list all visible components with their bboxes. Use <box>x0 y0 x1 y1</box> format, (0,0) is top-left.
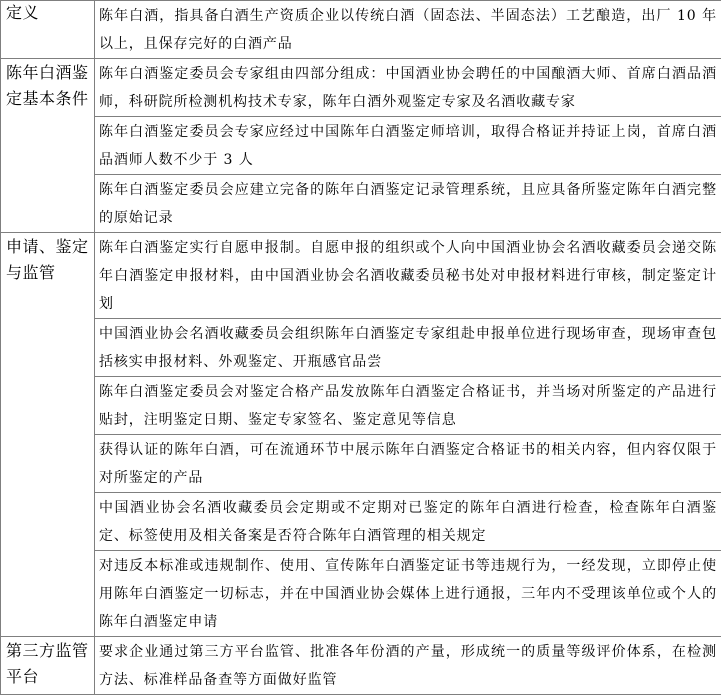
table-cell: 要求企业通过第三方平台监管、批准各年份酒的产量，形成统一的质量等级评价体系，在检测方法、标准样品备查等方面做好监管 <box>95 637 721 695</box>
table-row <box>1 377 721 435</box>
table-row <box>1 551 721 637</box>
table-row <box>1 117 721 175</box>
table-row <box>1 435 721 493</box>
table-row <box>1 59 721 117</box>
row-header-third-party-platform: 第三方监管平台 <box>1 637 95 695</box>
table-cell: 陈年白酒鉴定实行自愿申报制。自愿申报的组织或个人向中国酒业协会名酒收藏委员会递交陈年白酒鉴定申报材料，由中国酒业协会名酒收藏委员秘书处对申报材料进行审核，制定鉴定计划 <box>95 233 721 319</box>
row-header-definition: 定义 <box>1 1 95 59</box>
table-cell: 陈年白酒鉴定委员会应建立完备的陈年白酒鉴定记录管理系统，且应具备所鉴定陈年白酒完整的原始记录 <box>95 175 721 233</box>
table-row <box>1 637 721 695</box>
table-cell: 陈年白酒鉴定委员会专家组由四部分组成：中国酒业协会聘任的中国酿酒大师、首席白酒品酒师，科研院所检测机构技术专家，陈年白酒外观鉴定专家及名酒收藏专家 <box>95 59 721 117</box>
table-row <box>1 175 721 233</box>
row-header-basic-conditions: 陈年白酒鉴定基本条件 <box>1 59 95 233</box>
table-row <box>1 493 721 551</box>
table-row <box>1 233 721 319</box>
table-cell: 陈年白酒，指具备白酒生产资质企业以传统白酒（固态法、半固态法）工艺酿造，出厂 10 年以上，且保存完好的白酒产品 <box>95 1 721 59</box>
table-cell: 陈年白酒鉴定委员会专家应经过中国陈年白酒鉴定师培训，取得合格证并持证上岗，首席白酒品酒师人数不少于 3 人 <box>95 117 721 175</box>
table-cell: 陈年白酒鉴定委员会对鉴定合格产品发放陈年白酒鉴定合格证书，并当场对所鉴定的产品进行贴封，注明鉴定日期、鉴定专家签名、鉴定意见等信息 <box>95 377 721 435</box>
table-cell: 中国酒业协会名酒收藏委员会组织陈年白酒鉴定专家组赴申报单位进行现场审查，现场审查包括核实申报材料、外观鉴定、开瓶感官品尝 <box>95 319 721 377</box>
table-cell: 获得认证的陈年白酒，可在流通环节中展示陈年白酒鉴定合格证书的相关内容，但内容仅限于对所鉴定的产品 <box>95 435 721 493</box>
table-row <box>1 319 721 377</box>
table-cell: 对违反本标准或违规制作、使用、宣传陈年白酒鉴定证书等违规行为，一经发现，立即停止使用陈年白酒鉴定一切标志，并在中国酒业协会媒体上进行通报，三年内不受理该单位或个人的陈年白酒鉴定申请 <box>95 551 721 637</box>
row-header-application-supervision: 申请、鉴定与监管 <box>1 233 95 637</box>
table-row <box>1 1 721 59</box>
table-cell: 中国酒业协会名酒收藏委员会定期或不定期对已鉴定的陈年白酒进行检查，检查陈年白酒鉴定、标签使用及相关备案是否符合陈年白酒管理的相关规定 <box>95 493 721 551</box>
